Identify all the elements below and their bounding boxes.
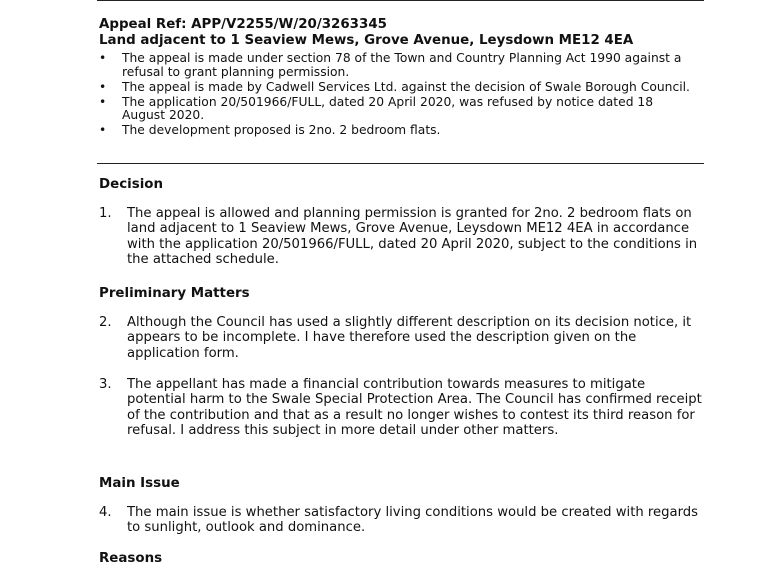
header-bottom-rule [97,163,704,164]
paragraph-number: 4. [99,505,112,520]
appeal-detail-item [99,81,699,95]
paragraph-1 [99,206,704,268]
appeal-detail-item [99,96,699,123]
paragraph-3 [99,377,704,439]
bullet-marker: • [99,123,107,138]
paragraph-text: Although the Council has used a slightly different description on its decision notice, it appears to be incomplete. I have therefore used the description given on the application form. [127,315,692,361]
bullet-marker: • [99,51,107,65]
appeal-site-address: Land adjacent to 1 Seaview Mews, Grove Avenue, Leysdown ME12 4EA [99,33,634,48]
appeal-detail-text: The development proposed is 2no. 2 bedroom flats. [122,123,441,138]
appeal-details-list [99,52,699,140]
reasons-heading: Reasons [99,551,163,566]
appeal-detail-text: The application 20/501966/FULL, dated 20 April 2020, was refused by notice dated 18 August 2020. [122,94,654,123]
paragraph-number: 3. [99,377,112,392]
main-issue-heading: Main Issue [99,476,180,491]
paragraph-text: The appellant has made a financial contribution towards measures to mitigate potential harm to the Swale Special Protection Area. The Council has confirmed receipt of the contribution and that as a result no longer wishes to contest its third reason for refusal. I address this subject in more detail under other matters. [127,377,702,439]
paragraph-number: 1. [99,206,112,221]
paragraph-text: The appeal is allowed and planning permission is granted for 2no. 2 bedroom flats on land adjacent to 1 Seaview Mews, Grove Avenue, Leysdown ME12 4EA in accordance with the application 20/501966/FULL, dated 20 April 2020, subject to the conditions in the attached schedule. [127,206,698,268]
paragraph-2 [99,315,704,361]
appeal-detail-item [99,124,699,138]
decision-heading: Decision [99,177,164,192]
bullet-marker: • [99,79,107,94]
top-rule [97,0,704,1]
appeal-detail-text: The appeal is made under section 78 of the Town and Country Planning Act 1990 against a refusal to grant planning permission. [122,51,682,79]
paragraph-number: 2. [99,315,112,330]
appeal-reference: Appeal Ref: APP/V2255/W/20/3263345 [99,17,387,32]
appeal-detail-item [99,52,699,79]
paragraph-4 [99,505,704,536]
paragraph-text: The main issue is whether satisfactory living conditions would be created with regards to sunlight, outlook and dominance. [127,505,699,536]
appeal-detail-text: The appeal is made by Cadwell Services Ltd. against the decision of Swale Borough Council. [122,79,690,94]
bullet-marker: • [99,94,107,109]
preliminary-matters-heading: Preliminary Matters [99,286,250,301]
